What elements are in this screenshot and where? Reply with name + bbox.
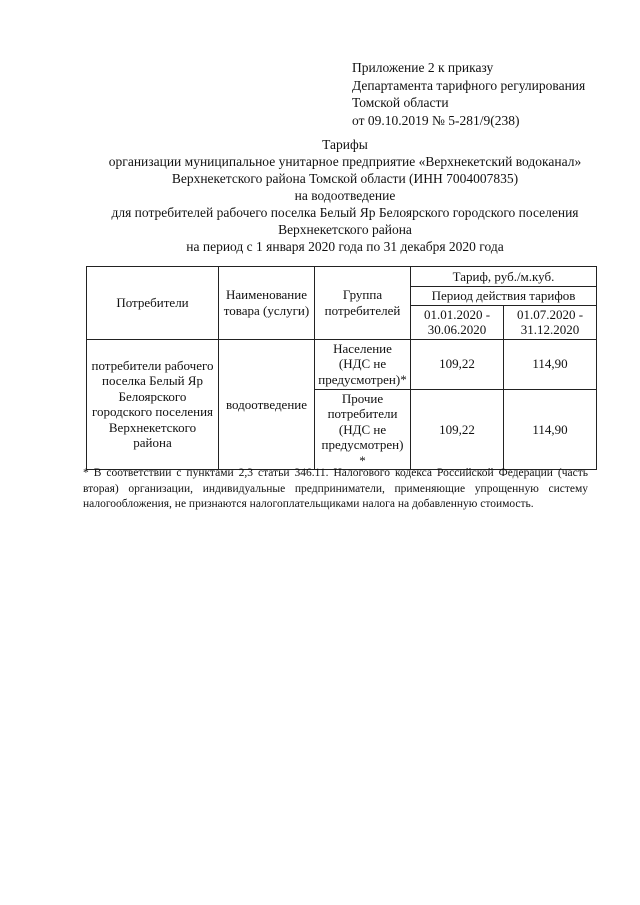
appendix-line: Томской области (352, 95, 449, 110)
header-goods: Наименование товара (услуги) (219, 267, 315, 340)
appendix-line: Приложение 2 к приказу (352, 60, 494, 75)
document-title (60, 136, 630, 255)
tariff-cell: 114,90 (504, 339, 597, 389)
title-line: Верхнекетского района (278, 222, 412, 237)
tariff-cell: 109,22 (411, 389, 504, 470)
tariff-table (86, 266, 597, 470)
header-group: Группа потребителей (315, 267, 411, 340)
header-period: Период действия тарифов (411, 287, 597, 306)
tariff-cell: 109,22 (411, 339, 504, 389)
header-period-1: 01.01.2020 - 30.06.2020 (411, 305, 504, 339)
appendix-line: Департамента тарифного регулирования (352, 77, 586, 93)
header-tariff: Тариф, руб./м.куб. (411, 267, 597, 287)
title-period: на период с 1 января 2020 года по 31 декабря 2020 года (186, 239, 504, 254)
title-line: для потребителей рабочего поселка Белый Яр Белоярского городского поселения (111, 205, 579, 220)
header-consumers: Потребители (87, 267, 219, 340)
title-line: Верхнекетского района Томской области (ИНН 7004007835) (171, 171, 519, 186)
group-cell: Прочие потребители (НДС не предусмотрен) * (315, 389, 411, 470)
title-heading: Тарифы (322, 137, 368, 152)
goods-cell: водоотведение (219, 339, 315, 470)
appendix-header (352, 59, 585, 129)
tariff-cell: 114,90 (504, 389, 597, 470)
footnote: * В соответствии с пунктами 2,3 статьи 346.11. Налогового кодекса Российской Федерации (часть вторая) организации, индивидуальные предприниматели, применяющие упрощенную систему налогообложения, не признаются налогоплательщиками налога на добавленную стоимость. (83, 467, 588, 510)
appendix-order-date: от 09.10.2019 № 5-281/9(238) (352, 112, 520, 128)
title-line: на водоотведение (294, 188, 396, 203)
title-line: организации муниципальное унитарное предприятие «Верхнекетский водоканал» (108, 154, 582, 169)
table-header-row (87, 267, 597, 287)
consumer-cell: потребители рабочего поселка Белый Яр Белоярского городского поселения Верхнекетского района (87, 339, 219, 470)
header-period-2: 01.07.2020 - 31.12.2020 (504, 305, 597, 339)
group-cell: Население (НДС не предусмотрен)* (315, 339, 411, 389)
table-row (87, 339, 597, 389)
